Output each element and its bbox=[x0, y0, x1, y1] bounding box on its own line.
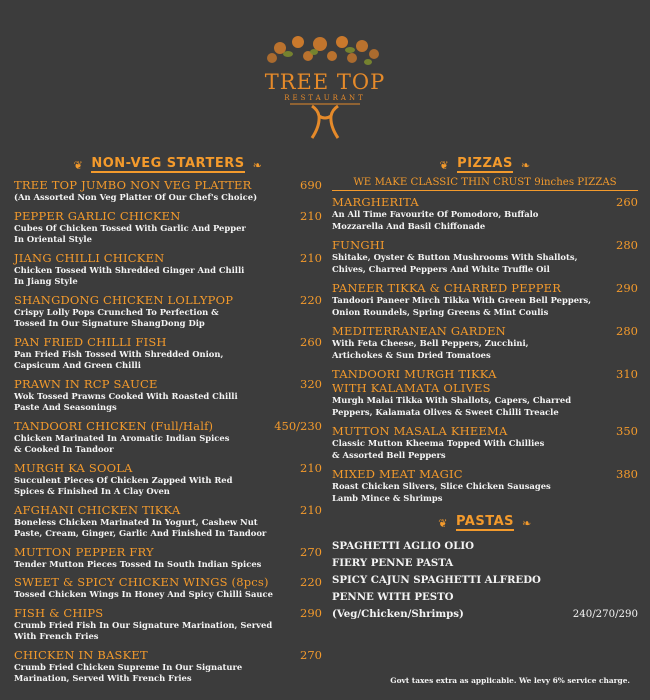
item-description: In Oriental Style bbox=[14, 234, 92, 244]
nonveg-column bbox=[14, 156, 322, 685]
menu-item bbox=[14, 606, 322, 643]
menu-item bbox=[14, 461, 322, 498]
menu-item bbox=[332, 424, 638, 461]
item-description: Murgh Malai Tikka With Shallots, Capers, Charred bbox=[332, 395, 572, 405]
item-name: SHANGDONG CHICKEN LOLLYPOP bbox=[14, 292, 234, 307]
menu-item bbox=[14, 209, 322, 246]
item-description: Crumb Fried Fish In Our Signature Marination, Served bbox=[14, 619, 273, 630]
item-name: MUTTON MASALA KHEEMA bbox=[332, 424, 508, 438]
item-description: An All Time Favourite Of Pomodoro, Buffalo bbox=[332, 209, 539, 219]
pizzas-heading bbox=[332, 156, 638, 174]
flourish-icon: ❦ bbox=[439, 158, 450, 172]
item-name: FUNGHI bbox=[332, 238, 385, 252]
item-price: 260 bbox=[616, 195, 638, 209]
pizza-column bbox=[332, 156, 638, 623]
flourish-icon: ❦ bbox=[73, 158, 84, 172]
item-price: 210 bbox=[300, 250, 322, 265]
menu-item-row bbox=[14, 209, 322, 223]
item-name: MUTTON PEPPER FRY bbox=[14, 544, 154, 559]
item-price: 260 bbox=[300, 334, 322, 349]
menu-item bbox=[14, 545, 322, 571]
item-name: PAN FRIED CHILLI FISH bbox=[14, 334, 167, 349]
menu-item bbox=[14, 575, 322, 601]
item-description: Tossed Chicken Wings In Honey And Spicy Chilli Sauce bbox=[14, 589, 273, 599]
pasta-price: 240/270/290 bbox=[572, 609, 638, 620]
item-name: JIANG CHILLI CHICKEN bbox=[14, 250, 165, 265]
item-description: Onion Roundels, Spring Greens & Mint Coulis bbox=[332, 306, 549, 317]
item-description: & Assorted Bell Peppers bbox=[332, 449, 446, 460]
pasta-item: FIERY PENNE PASTA bbox=[332, 557, 454, 569]
nonveg-list bbox=[14, 178, 322, 685]
item-description: Cubes Of Chicken Tossed With Garlic And Pepper bbox=[14, 222, 246, 233]
item-description: Spices & Finished In A Clay Oven bbox=[14, 486, 170, 496]
item-name: TANDOORI CHICKEN (Full/Half) bbox=[14, 418, 214, 433]
item-name-line2: WITH KALAMATA OLIVES bbox=[332, 381, 491, 395]
item-description: Wok Tossed Prawns Cooked With Roasted Chilli bbox=[14, 390, 238, 401]
item-description: Artichokes & Sun Dried Tomatoes bbox=[332, 349, 491, 360]
item-name: FISH & CHIPS bbox=[14, 605, 104, 620]
menu-item-row bbox=[14, 377, 322, 391]
item-price: 270 bbox=[300, 647, 322, 662]
item-description: Succulent Pieces Of Chicken Zapped With Red bbox=[14, 474, 233, 485]
item-description: With Feta Cheese, Bell Peppers, Zucchini, bbox=[332, 338, 529, 348]
item-name: AFGHANI CHICKEN TIKKA bbox=[14, 502, 181, 517]
item-description: Boneless Chicken Marinated In Yogurt, Cashew Nut bbox=[14, 516, 258, 527]
pastas-title: PASTAS bbox=[455, 514, 515, 529]
item-name: MIXED MEAT MAGIC bbox=[332, 467, 463, 481]
menu-item-row bbox=[332, 324, 638, 338]
item-price: 350 bbox=[616, 424, 638, 438]
menu-item-row bbox=[332, 195, 638, 209]
item-description: Chicken Tossed With Shredded Ginger And Chilli bbox=[14, 264, 245, 275]
menu-item bbox=[14, 335, 322, 372]
pasta-variants: (Veg/Chicken/Shrimps) bbox=[332, 608, 464, 620]
item-description: In Jiang Style bbox=[14, 276, 78, 286]
menu-item-row bbox=[14, 293, 322, 307]
menu-item bbox=[14, 377, 322, 414]
menu-item bbox=[332, 324, 638, 361]
pasta-list bbox=[332, 538, 638, 606]
item-name: PEPPER GARLIC CHICKEN bbox=[14, 208, 181, 223]
menu-item-row bbox=[14, 648, 322, 662]
menu-item-row bbox=[332, 281, 638, 295]
item-description: & Cooked In Tandoor bbox=[14, 444, 114, 454]
item-description: Classic Mutton Kheema Topped With Chillies bbox=[332, 438, 545, 448]
pizza-note: WE MAKE CLASSIC THIN CRUST 9inches PIZZAS bbox=[332, 177, 638, 191]
menu-item bbox=[14, 419, 322, 456]
flourish-icon: ❧ bbox=[252, 158, 263, 172]
menu-item-row bbox=[332, 238, 638, 252]
item-price: 270 bbox=[300, 544, 322, 559]
item-name: MEDITERRANEAN GARDEN bbox=[332, 324, 506, 338]
item-description: Tender Mutton Pieces Tossed In South Indian Spices bbox=[14, 558, 262, 569]
item-price: 310 bbox=[616, 367, 638, 381]
item-name: MARGHERITA bbox=[332, 195, 419, 209]
flourish-icon: ❧ bbox=[522, 516, 532, 530]
item-price: 220 bbox=[300, 292, 322, 307]
footer-note: Govt taxes extra as applicable. We levy 6% service charge. bbox=[390, 676, 630, 685]
menu-item bbox=[14, 503, 322, 540]
brand-name: TREE TOP bbox=[264, 70, 386, 94]
item-description: Paste, Cream, Ginger, Garlic And Finished In Tandoor bbox=[14, 528, 267, 538]
pasta-item: SPICY CAJUN SPAGHETTI ALFREDO bbox=[332, 574, 541, 586]
item-price: 450/230 bbox=[274, 418, 322, 433]
item-description: Mozzarella And Basil Chiffonade bbox=[332, 220, 486, 231]
menu-item-row bbox=[14, 335, 322, 349]
item-description: Marination, Served With French Fries bbox=[14, 673, 192, 683]
item-price: 210 bbox=[300, 208, 322, 223]
brand-subtitle: RESTAURANT bbox=[284, 94, 366, 102]
menu-item-row bbox=[14, 419, 322, 433]
menu-item bbox=[14, 293, 322, 330]
item-price: 690 bbox=[300, 178, 322, 192]
pasta-item: SPAGHETTI AGLIO OLIO bbox=[332, 540, 475, 552]
item-name: TREE TOP JUMBO NON VEG PLATTER bbox=[14, 178, 252, 192]
logo bbox=[250, 34, 400, 144]
item-name: TANDOORI MURGH TIKKA bbox=[332, 367, 497, 381]
menu-item bbox=[332, 195, 638, 232]
pizzas-title: PIZZAS bbox=[457, 156, 513, 171]
item-name: CHICKEN IN BASKET bbox=[14, 647, 148, 662]
item-description: Pan Fried Fish Tossed With Shredded Onion, bbox=[14, 348, 224, 359]
menu-item bbox=[332, 367, 638, 418]
item-price: 280 bbox=[616, 238, 638, 252]
menu-item bbox=[332, 281, 638, 318]
menu-item-row bbox=[14, 178, 322, 192]
menu-item-row bbox=[332, 367, 638, 381]
flourish-icon: ❧ bbox=[520, 158, 531, 172]
menu-item-row bbox=[14, 461, 322, 475]
item-description: Roast Chicken Slivers, Slice Chicken Sausages bbox=[332, 481, 551, 491]
nonveg-title: NON-VEG STARTERS bbox=[91, 156, 245, 171]
item-price: 280 bbox=[616, 324, 638, 338]
item-price: 380 bbox=[616, 467, 638, 481]
menu-item bbox=[332, 238, 638, 275]
menu-item bbox=[332, 467, 638, 504]
menu-item-row bbox=[14, 251, 322, 265]
nonveg-heading bbox=[14, 156, 322, 174]
flourish-icon: ❦ bbox=[438, 516, 448, 530]
menu-item-row bbox=[332, 467, 638, 481]
menu-item bbox=[14, 178, 322, 204]
item-price: 320 bbox=[300, 376, 322, 391]
item-description: Crumb Fried Chicken Supreme In Our Signature bbox=[14, 661, 243, 672]
pizza-list bbox=[332, 195, 638, 504]
item-description: Peppers, Kalamata Olives & Sweet Chilli Treacle bbox=[332, 406, 559, 417]
item-name: MURGH KA SOOLA bbox=[14, 460, 133, 475]
menu-item-row bbox=[332, 424, 638, 438]
item-price: 210 bbox=[300, 502, 322, 517]
item-description: (An Assorted Non Veg Platter Of Our Chef's Choice) bbox=[14, 192, 258, 202]
menu-item-row bbox=[14, 575, 322, 589]
item-description: Chicken Marinated In Aromatic Indian Spices bbox=[14, 432, 230, 443]
item-description: Paste And Seasonings bbox=[14, 402, 117, 412]
item-description: Shitake, Oyster & Button Mushrooms With Shallots, bbox=[332, 252, 578, 262]
menu-item bbox=[14, 251, 322, 288]
item-description: Tandoori Paneer Mirch Tikka With Green Bell Peppers, bbox=[332, 295, 592, 305]
item-description: Chives, Charred Peppers And White Truffle Oil bbox=[332, 263, 550, 274]
menu-item-row bbox=[14, 606, 322, 620]
menu-item bbox=[14, 648, 322, 685]
item-price: 210 bbox=[300, 460, 322, 475]
item-price: 290 bbox=[616, 281, 638, 295]
menu-item-row bbox=[14, 545, 322, 559]
item-name: SWEET & SPICY CHICKEN WINGS (8pcs) bbox=[14, 575, 269, 589]
item-name: PANEER TIKKA & CHARRED PEPPER bbox=[332, 281, 562, 295]
item-description: Lamb Mince & Shrimps bbox=[332, 492, 443, 503]
item-description: Capsicum And Green Chilli bbox=[14, 360, 141, 370]
menu-item-row bbox=[14, 503, 322, 517]
pasta-variants-row bbox=[332, 606, 638, 623]
item-price: 220 bbox=[300, 575, 322, 589]
item-description: With French Fries bbox=[14, 631, 99, 641]
item-description: Tossed In Our Signature ShangDong Dip bbox=[14, 318, 205, 328]
item-name: PRAWN IN RCP SAUCE bbox=[14, 376, 158, 391]
pastas-heading bbox=[332, 514, 638, 532]
pasta-item: PENNE WITH PESTO bbox=[332, 591, 454, 603]
item-description: Crispy Lolly Pops Crunched To Perfection & bbox=[14, 306, 219, 317]
item-price: 290 bbox=[300, 605, 322, 620]
